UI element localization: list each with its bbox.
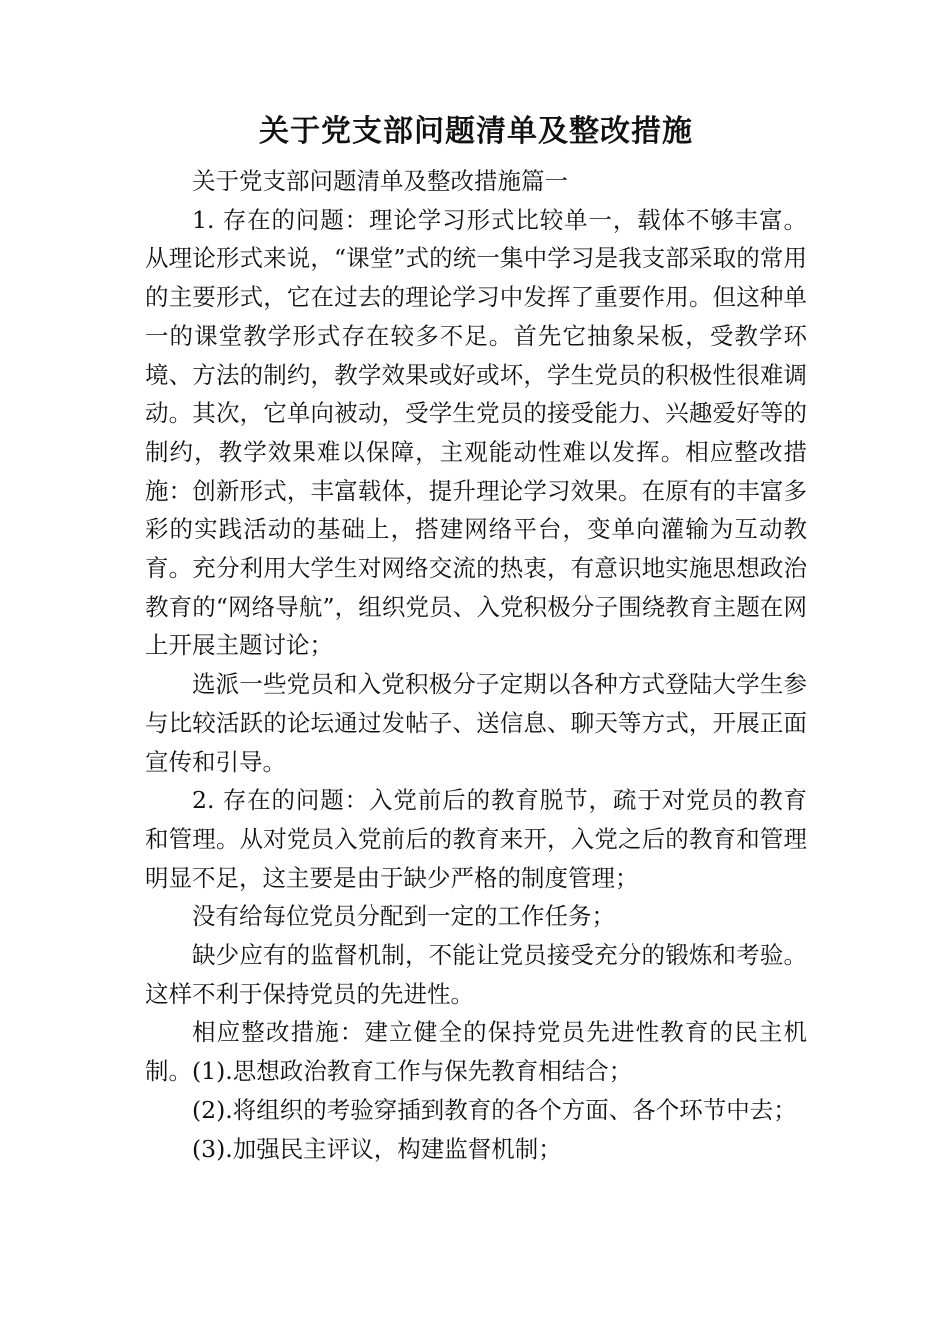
paragraph-8: (3).加强民主评议，构建监督机制； — [192, 1134, 562, 1163]
document-subtitle: 关于党支部问题清单及整改措施篇一 — [192, 167, 568, 195]
paragraph-2: 选派一些党员和入党积极分子定期以各种方式登陆大学生参与比较活跃的论坛通过发帖子、送信息、聊天等方式，开展正面宣传和引导。 — [145, 670, 807, 776]
document-title: 关于党支部问题清单及整改措施 — [259, 114, 693, 149]
paragraph-1: 1. 存在的问题：理论学习形式比较单一，载体不够丰富。从理论形式来说，“课堂”式的统一集中学习是我支部采取的常用的主要形式，它在过去的理论学习中发挥了重要作用。但这种单一的课堂教学形式存在较多不足。首先它抽象呆板，受教学环境、方法的制约，教学效果或好或坏，学生党员的积极性很难调动。其次，它单向被动，受学生党员的接受能力、兴趣爱好等的制约，教学效果难以保障，主观能动性难以发挥。相应整改措施：创新形式，丰富载体，提升理论学习效果。在原有的丰富多彩的实践活动的基础上，搭建网络平台，变单向灌输为互动教育。充分利用大学生对网络交流的热衷，有意识地实施思想政治教育的“网络导航”，组织党员、入党积极分子围绕教育主题在网上开展主题讨论； — [145, 205, 807, 660]
document-page — [145, 112, 807, 1168]
paragraph-5: 缺少应有的监督机制，不能让党员接受充分的锻炼和考验。这样不利于保持党员的先进性。 — [145, 941, 807, 1008]
paragraph-4: 没有给每位党员分配到一定的工作任务； — [192, 902, 615, 931]
paragraph-3: 2. 存在的问题：入党前后的教育脱节，疏于对党员的教育和管理。从对党员入党前后的教育来开，入党之后的教育和管理明显不足，这主要是由于缺少严格的制度管理； — [145, 786, 807, 892]
paragraph-7: (2).将组织的考验穿插到教育的各个方面、各个环节中去； — [192, 1095, 797, 1124]
paragraph-6: 相应整改措施：建立健全的保持党员先进性教育的民主机制。(1).思想政治教育工作与保先教育相结合； — [145, 1018, 807, 1086]
